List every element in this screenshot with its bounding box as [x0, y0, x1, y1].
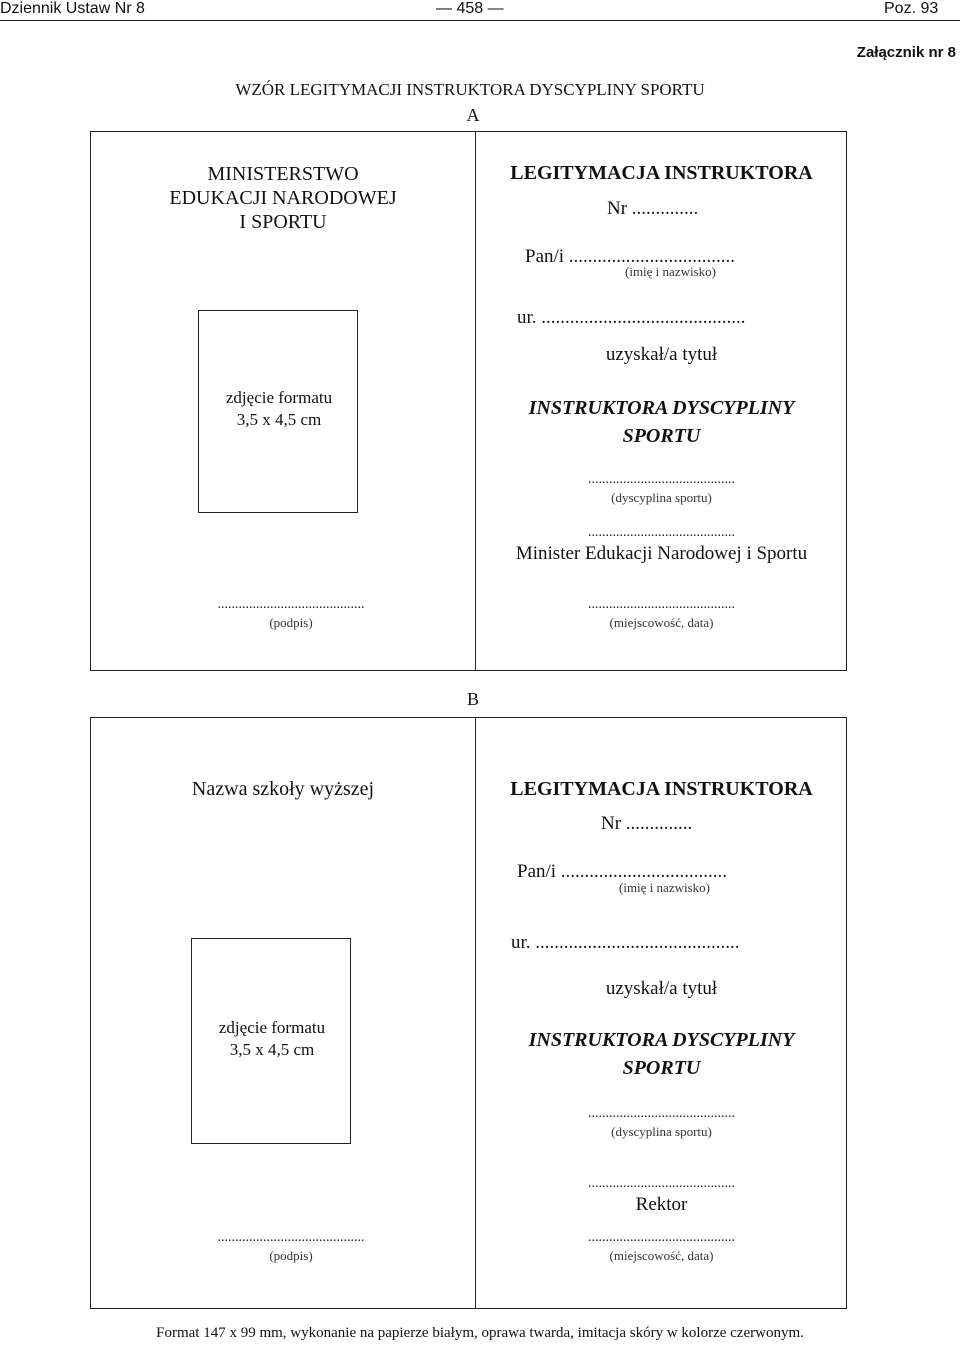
title-name: [475, 1026, 848, 1082]
number-field: Nr ..............: [607, 198, 699, 219]
place-date-caption: (miejscowość, data): [609, 1248, 714, 1263]
discipline-caption: (dyscyplina sportu): [611, 1124, 712, 1139]
title-line: SPORTU: [622, 425, 701, 447]
issuer-line: MINISTERSTWO: [207, 163, 359, 185]
obtained-label: uzyskał/a tytuł: [605, 978, 718, 999]
obtained-label: uzyskał/a tytuł: [605, 344, 718, 365]
card-b-label: B: [466, 689, 479, 709]
title-line: SPORTU: [622, 1057, 701, 1079]
photo-caption-line: zdjęcie formatu: [218, 1018, 326, 1037]
card-a: [90, 131, 847, 671]
card-a-right-page: [475, 132, 848, 672]
format-note: Format 147 x 99 mm, wykonanie na papierze białym, oprawa twarda, imitacja skóry w kolorze czerwonym.: [156, 1325, 804, 1341]
birth-field: ur. ...........................................: [517, 307, 746, 328]
annex-label: Załącznik nr 8: [856, 44, 956, 61]
photo-caption-line: 3,5 x 4,5 cm: [229, 1040, 315, 1059]
photo-box: [198, 310, 358, 513]
signature-line: ..........................................: [217, 1230, 365, 1245]
discipline-caption: (dyscyplina sportu): [611, 490, 712, 505]
place-date-line: ..........................................: [588, 1230, 735, 1245]
signature-field: [131, 597, 451, 631]
signature-caption: (podpis): [269, 615, 313, 630]
card-b: [90, 717, 847, 1309]
signature-field: [131, 1230, 451, 1264]
authority-field: [475, 525, 848, 565]
discipline-line: ..........................................: [588, 1106, 735, 1121]
journal-name: Dziennik Ustaw Nr 8: [0, 0, 145, 17]
discipline-line: ..........................................: [588, 472, 735, 487]
header-rule: [0, 20, 960, 21]
place-date-line: ..........................................: [588, 597, 735, 612]
name-field: Pan/i ...................................: [525, 246, 736, 267]
number-field: Nr ..............: [601, 813, 693, 834]
title-line: INSTRUKTORA DYSCYPLINY: [528, 397, 795, 419]
photo-box: [191, 938, 351, 1144]
discipline-field: [475, 472, 848, 506]
page-number: — 458 —: [436, 0, 504, 17]
position-number: Poz. 93: [884, 0, 939, 17]
photo-caption-line: zdjęcie formatu: [225, 388, 333, 407]
card-heading: LEGITYMACJA INSTRUKTORA: [510, 162, 813, 184]
place-date-field: [475, 597, 848, 631]
authority-line: ..........................................: [588, 525, 735, 540]
authority-line: ..........................................: [588, 1176, 735, 1191]
authority-name: Rektor: [635, 1194, 688, 1215]
document-title: WZÓR LEGITYMACJI INSTRUKTORA DYSCYPLINY SPORTU: [235, 80, 705, 99]
issuer-line: EDUKACJI NARODOWEJ: [169, 187, 397, 209]
card-b-issuer: Nazwa szkoły wyższej: [191, 778, 375, 800]
photo-caption: [192, 1017, 352, 1061]
photo-caption: [199, 387, 359, 431]
photo-caption-line: 3,5 x 4,5 cm: [236, 410, 322, 429]
signature-caption: (podpis): [269, 1248, 313, 1263]
name-caption: (imię i nazwisko): [625, 264, 716, 279]
card-a-issuer: [91, 162, 475, 234]
authority-field: [475, 1176, 848, 1216]
name-caption: (imię i nazwisko): [619, 880, 710, 895]
title-name: [475, 394, 848, 450]
card-heading: LEGITYMACJA INSTRUKTORA: [510, 778, 813, 800]
birth-field: ur. ...........................................: [511, 932, 740, 953]
name-field: Pan/i ...................................: [517, 861, 728, 882]
place-date-caption: (miejscowość, data): [609, 615, 714, 630]
authority-name: Minister Edukacji Narodowej i Sportu: [515, 543, 808, 564]
card-b-right-page: [475, 718, 848, 1310]
issuer-line: I SPORTU: [239, 211, 327, 233]
title-line: INSTRUKTORA DYSCYPLINY: [528, 1029, 795, 1051]
card-a-label: A: [466, 105, 480, 125]
discipline-field: [475, 1106, 848, 1140]
signature-line: ..........................................: [217, 597, 365, 612]
place-date-field: [475, 1230, 848, 1264]
